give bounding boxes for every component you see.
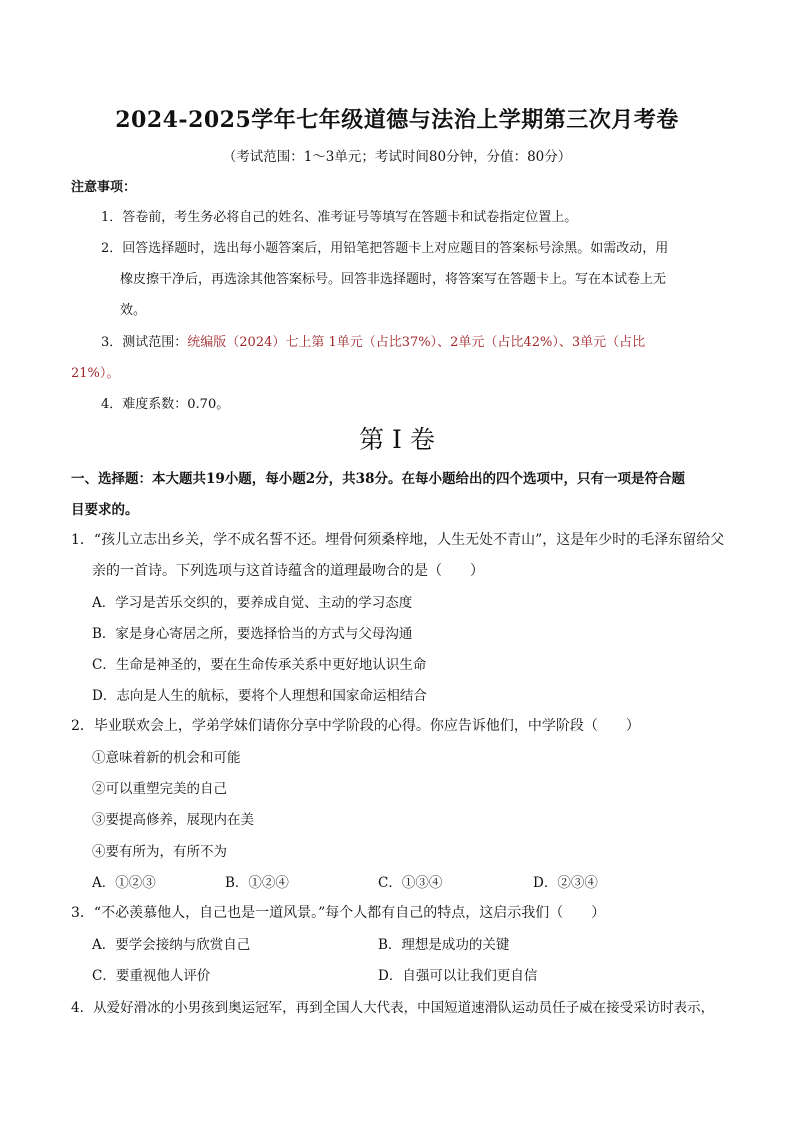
notice-item-2-line-3: 效。 [120,303,147,318]
question-3-option-d: D．自强可以让我们更自信 [378,968,538,984]
question-3-line-1: 3．“不必羡慕他人，自己也是一道风景。”每个人都有自己的特点，这启示我们（ ） [71,905,606,921]
question-1-line-1: 1．“孩儿立志出乡关，学不成名誓不还。埋骨何须桑梓地，人生无处不青山”，这是年少时的毛泽东留给父 [71,532,725,548]
section-heading-line-2: 目要求的。 [71,502,139,518]
question-2-option-c: C．①③④ [378,875,443,891]
notice-item-2-line-1: 2．回答选择题时，选出每小题答案后，用铅笔把答题卡上对应题目的答案标号涂黑。如需改动，用 [101,241,669,256]
question-2-line-1: 2．毕业联欢会上，学弟学妹们请你分享中学阶段的心得。你应告诉他们，中学阶段（ ） [71,718,640,734]
question-1-option-c: C．生命是神圣的，要在生命传承关系中更好地认识生命 [92,657,427,673]
notice-item-3-prefix: 3．测试范围： [101,335,188,350]
question-3-option-a: A．要学会接纳与欣赏自己 [92,937,251,953]
notice-item-1: 1．答卷前，考生务必将自己的姓名、准考证号等填写在答题卡和试卷指定位置上。 [101,210,578,225]
question-2-statement-1: ①意味着新的机会和可能 [92,750,241,766]
question-2-option-d: D．②③④ [533,875,598,891]
notice-item-3-line-1 [101,331,645,350]
part-heading: 第 I 卷 [359,425,435,454]
question-2-statement-2: ②可以重塑完美的自己 [92,781,227,797]
question-1-option-d: D．志向是人生的航标，要将个人理想和国家命运相结合 [92,688,427,704]
notice-item-4: 4．难度系数：0.70。 [101,397,230,412]
question-2-option-a: A．①②③ [92,875,156,891]
question-4-line-1: 4．从爱好滑冰的小男孩到奥运冠军，再到全国人大代表，中国短道速滑队运动员任子威在接受采访时表示， [71,1000,715,1016]
question-1-option-a: A．学习是苦乐交织的，要养成自觉、主动的学习态度 [92,595,413,611]
question-1-option-b: B．家是身心寄居之所，要选择恰当的方式与父母沟通 [92,626,413,642]
question-2-option-b: B．①②④ [225,875,289,891]
notice-item-3-line-2: 21%）。 [71,366,120,381]
question-1-line-2: 亲的一首诗。下列选项与这首诗蕴含的道理最吻合的是（ ） [92,563,484,579]
notice-item-3-scope: 统编版（2024）七上第 1单元（占比37%）、2单元（占比42%）、3单元（占比 [187,335,646,350]
question-2-statement-4: ④要有所为，有所不为 [92,844,227,860]
section-heading-line-1: 一、选择题：本大题共19小题，每小题2分，共38分。在每小题给出的四个选项中，只有一项是符合题 [71,471,685,487]
question-3-option-c: C．要重视他人评价 [92,968,211,984]
notice-heading: 注意事项： [71,180,137,195]
exam-title: 2024-2025学年七年级道德与法治上学期第三次月考卷 [115,107,679,133]
exam-subtitle: （考试范围：1～3单元；考试时间80分钟，分值：80分） [222,149,572,165]
question-3-option-b: B．理想是成功的关键 [378,937,510,953]
question-2-statement-3: ③要提高修养，展现内在美 [92,812,254,828]
notice-item-2-line-2: 橡皮擦干净后，再选涂其他答案标号。回答非选择题时，将答案写在答题卡上。写在本试卷上无 [120,272,667,287]
